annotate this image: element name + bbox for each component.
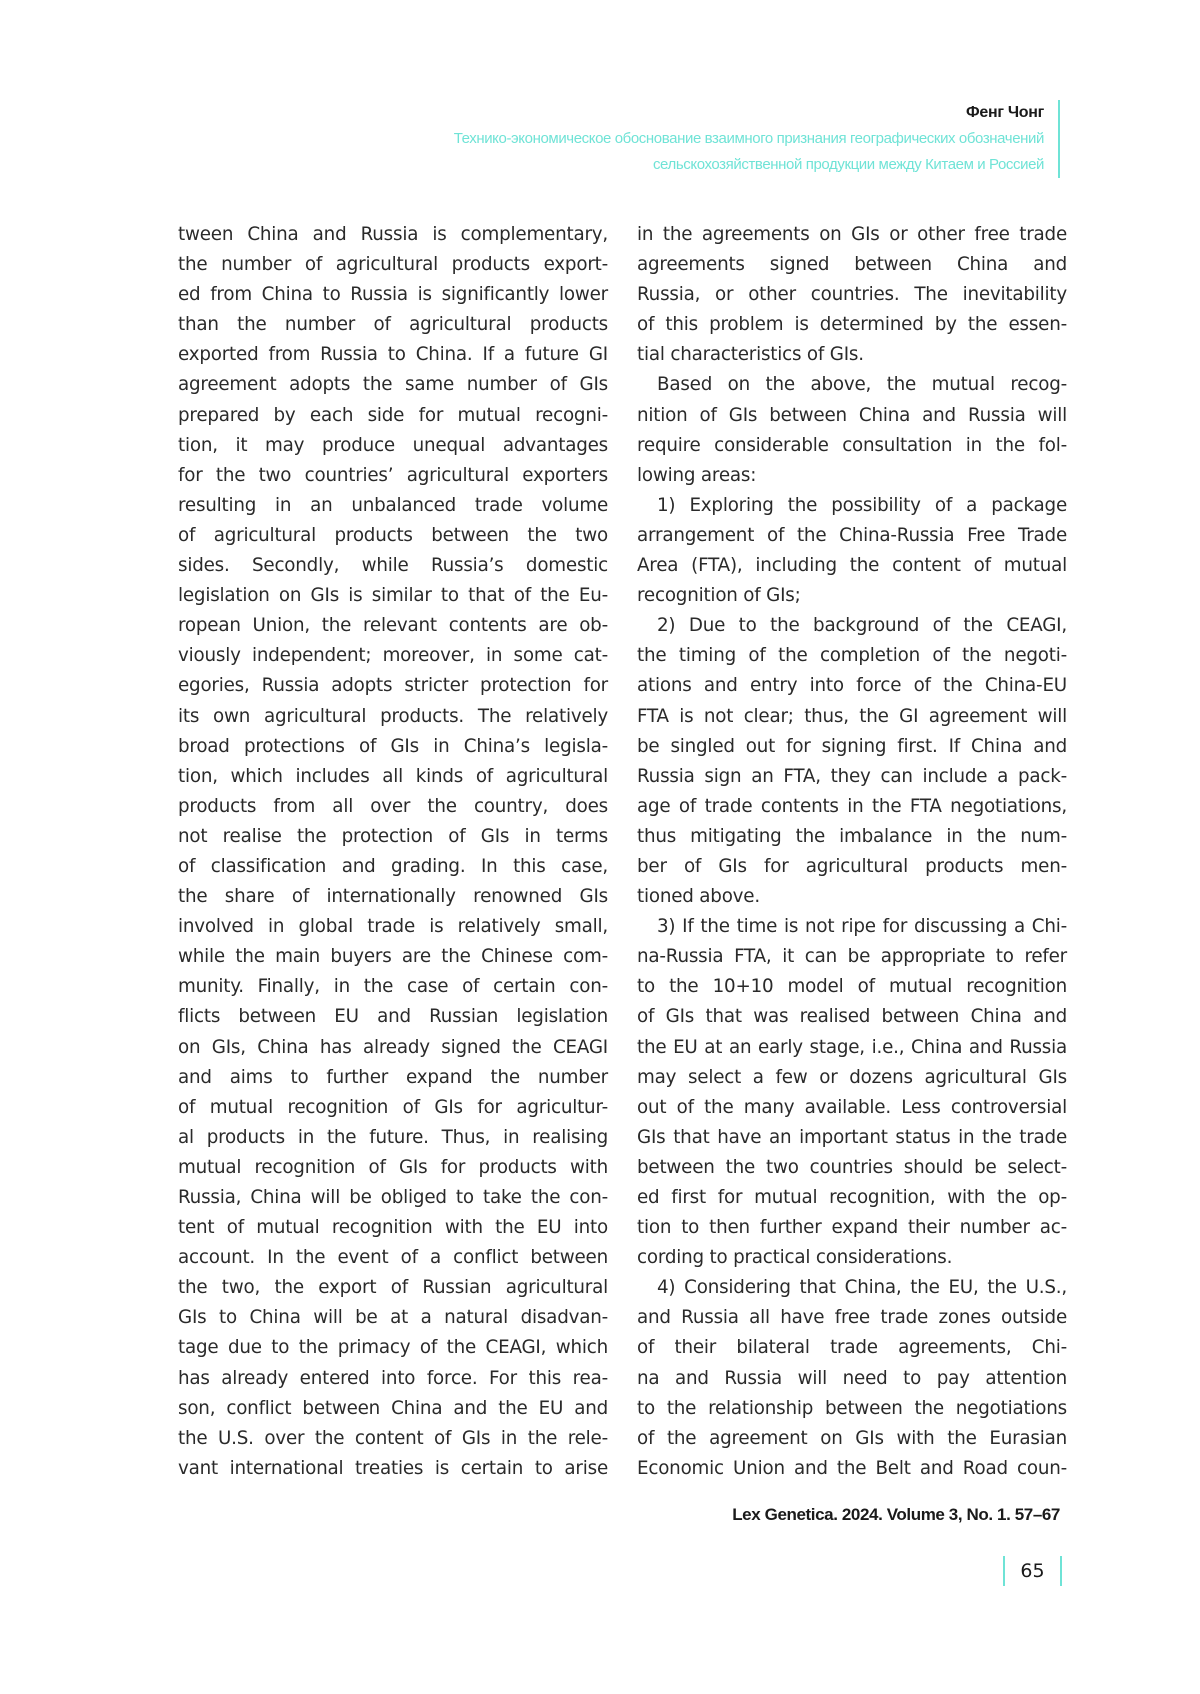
text-line: tween China and Russia is complementary, bbox=[178, 224, 608, 245]
text-line: tioned above. bbox=[637, 886, 760, 908]
text-line: mutual recognition of GIs for products with bbox=[178, 1156, 608, 1178]
text-line: Russia sign an FTA, they can include a pack- bbox=[637, 765, 1067, 787]
text-line: and aims to further expand the number bbox=[178, 1066, 608, 1088]
text-line: nition of GIs between China and Russia will bbox=[637, 404, 1067, 426]
text-line: 3) If the time is not ripe for discussing a Chi- bbox=[657, 916, 1067, 938]
text-line: ed from China to Russia is significantly lower bbox=[178, 284, 608, 306]
text-line: arrangement of the China-Russia Free Trade bbox=[637, 524, 1067, 546]
text-line: agreements signed between China and bbox=[637, 254, 1067, 276]
text-line: the U.S. over the content of GIs in the rele- bbox=[178, 1427, 608, 1449]
text-line: 2) Due to the background of the CEAGI, bbox=[657, 615, 1067, 637]
text-line: vant international treaties is certain to arise bbox=[178, 1457, 608, 1479]
text-line: cording to practical considerations. bbox=[637, 1247, 953, 1269]
text-line: 1) Exploring the possibility of a package bbox=[657, 494, 1067, 516]
text-line: sides. Secondly, while Russia’s domestic bbox=[178, 555, 608, 577]
right-column bbox=[637, 220, 1067, 1484]
text-line: ropean Union, the relevant contents are ob- bbox=[178, 615, 608, 637]
text-line: tage due to the primacy of the CEAGI, which bbox=[178, 1337, 608, 1359]
text-line: its own agricultural products. The relatively bbox=[178, 705, 608, 727]
text-line: than the number of agricultural products bbox=[178, 314, 608, 336]
text-line: Economic Union and the Belt and Road coun- bbox=[637, 1457, 1067, 1479]
text-line: lowing areas: bbox=[637, 464, 757, 486]
text-line: Russia, China will be obliged to take the con- bbox=[178, 1187, 608, 1208]
text-line: al products in the future. Thus, in realising bbox=[178, 1126, 608, 1148]
text-line: of GIs that was realised between China and bbox=[637, 1006, 1067, 1028]
text-line: GIs that have an important status in the trade bbox=[637, 1126, 1067, 1148]
text-line: 4) Considering that China, the EU, the U.S., bbox=[657, 1277, 1067, 1299]
text-line: be singled out for signing first. If China and bbox=[637, 735, 1067, 757]
text-line: egories, Russia adopts stricter protection for bbox=[178, 675, 608, 697]
text-line: na and Russia will need to pay attention bbox=[637, 1367, 1067, 1389]
text-line: munity. Finally, in the case of certain con- bbox=[178, 976, 608, 998]
header-title-line-2: сельскохозяйственной продукции между Китаем и Россией bbox=[652, 156, 1044, 173]
text-line: the number of agricultural products export- bbox=[178, 254, 608, 276]
text-line: Based on the above, the mutual recog- bbox=[657, 374, 1067, 396]
text-line: viously independent; moreover, in some cat- bbox=[178, 645, 608, 667]
text-line: the two, the export of Russian agricultural bbox=[178, 1277, 608, 1299]
text-line: son, conflict between China and the EU and bbox=[178, 1397, 608, 1419]
text-line: ber of GIs for agricultural products men- bbox=[637, 855, 1067, 877]
text-line: between the two countries should be select- bbox=[637, 1156, 1067, 1178]
header-author: Фенг Чонг bbox=[966, 104, 1044, 121]
page-number: 65 bbox=[1003, 1556, 1062, 1586]
text-line: involved in global trade is relatively small, bbox=[178, 916, 608, 938]
text-line: the timing of the completion of the negoti- bbox=[637, 645, 1067, 667]
text-line: for the two countries’ agricultural exporters bbox=[178, 464, 608, 486]
text-line: to the 10+10 model of mutual recognition bbox=[637, 976, 1067, 998]
text-line: FTA is not clear; thus, the GI agreement will bbox=[637, 705, 1067, 727]
text-line: on GIs, China has already signed the CEAGI bbox=[178, 1036, 608, 1058]
text-line: broad protections of GIs in China’s legisla- bbox=[178, 735, 608, 757]
text-line: products from all over the country, does bbox=[178, 795, 608, 817]
left-column bbox=[178, 220, 608, 1484]
text-line: out of the many available. Less controversial bbox=[637, 1096, 1067, 1118]
text-line: ed first for mutual recognition, with the op- bbox=[637, 1187, 1067, 1208]
text-line: tion to then further expand their number ac- bbox=[637, 1217, 1067, 1239]
text-line: Area (FTA), including the content of mutual bbox=[637, 555, 1067, 577]
text-line: tial characteristics of GIs. bbox=[637, 344, 864, 366]
text-line: prepared by each side for mutual recogni- bbox=[178, 404, 608, 426]
text-line: age of trade contents in the FTA negotiations, bbox=[637, 795, 1067, 817]
text-line: Russia, or other countries. The inevitability bbox=[637, 284, 1067, 306]
text-line: flicts between EU and Russian legislation bbox=[178, 1006, 608, 1028]
text-line: while the main buyers are the Chinese com- bbox=[178, 946, 608, 968]
text-line: the share of internationally renowned GIs bbox=[178, 886, 608, 908]
text-line: tion, it may produce unequal advantages bbox=[178, 434, 608, 456]
text-line: thus mitigating the imbalance in the num- bbox=[637, 825, 1067, 847]
text-line: and Russia all have free trade zones outside bbox=[637, 1307, 1067, 1329]
text-line: na-Russia FTA, it can be appropriate to refer bbox=[637, 946, 1067, 968]
text-line: has already entered into force. For this rea- bbox=[178, 1367, 608, 1389]
text-line: of mutual recognition of GIs for agricultur- bbox=[178, 1096, 608, 1118]
text-line: require considerable consultation in the fol- bbox=[637, 434, 1067, 456]
text-line: of agricultural products between the two bbox=[178, 524, 608, 546]
text-line: tion, which includes all kinds of agricultural bbox=[178, 765, 608, 787]
text-line: not realise the protection of GIs in terms bbox=[178, 825, 608, 847]
text-line: agreement adopts the same number of GIs bbox=[178, 374, 608, 396]
text-line: of classification and grading. In this case, bbox=[178, 855, 608, 877]
text-line: account. In the event of a conflict between bbox=[178, 1247, 608, 1269]
text-line: ations and entry into force of the China-EU bbox=[637, 675, 1067, 697]
text-line: the EU at an early stage, i.e., China and Russia bbox=[637, 1036, 1067, 1058]
text-line: to the relationship between the negotiations bbox=[637, 1397, 1067, 1419]
text-line: of the agreement on GIs with the Eurasian bbox=[637, 1427, 1067, 1449]
text-line: GIs to China will be at a natural disadvan- bbox=[178, 1307, 608, 1329]
journal-citation: Lex Genetica. 2024. Volume 3, No. 1. 57–67 bbox=[732, 1505, 1060, 1524]
header-title-line-1: Технико-экономическое обоснование взаимного признания географических обозначений bbox=[453, 130, 1044, 147]
text-line: of this problem is determined by the essen- bbox=[637, 314, 1067, 336]
text-line: tent of mutual recognition with the EU into bbox=[178, 1217, 608, 1239]
text-line: may select a few or dozens agricultural GIs bbox=[637, 1066, 1067, 1088]
text-line: legislation on GIs is similar to that of the Eu- bbox=[178, 585, 608, 607]
text-line: in the agreements on GIs or other free trade bbox=[637, 224, 1067, 245]
running-header bbox=[224, 100, 1060, 178]
text-line: exported from Russia to China. If a future GI bbox=[178, 344, 608, 366]
text-line: resulting in an unbalanced trade volume bbox=[178, 494, 608, 516]
text-line: recognition of GIs; bbox=[637, 585, 801, 607]
text-line: of their bilateral trade agreements, Chi- bbox=[637, 1337, 1067, 1359]
